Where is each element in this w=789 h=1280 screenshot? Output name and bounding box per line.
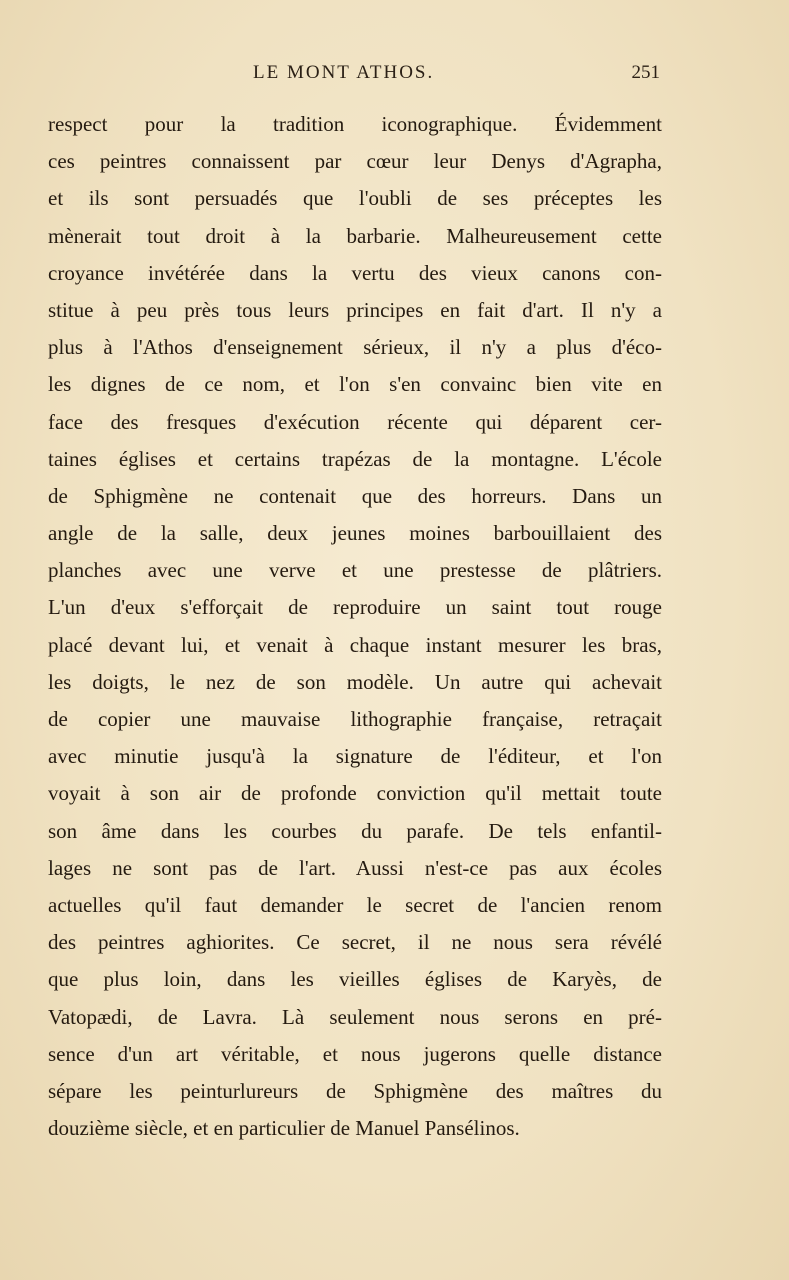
text-line: taines églises et certains trapézas de la montagne. L'école	[48, 446, 662, 471]
page-number: 251	[631, 62, 660, 83]
text-line: actuelles qu'il faut demander le secret de l'ancien renom	[48, 892, 662, 917]
text-line: stitue à peu près tous leurs principes en fait d'art. Il n'y a	[48, 297, 662, 322]
text-line: douzième siècle, et en particulier de Manuel Pansélinos.	[48, 1116, 520, 1141]
text-line: que plus loin, dans les vieilles églises de Karyès, de	[48, 967, 662, 992]
text-line: les dignes de ce nom, et l'on s'en convainc bien vite en	[48, 372, 662, 397]
body-text	[48, 106, 662, 1147]
text-line: de copier une mauvaise lithographie française, retraçait	[48, 707, 662, 731]
text-line: des peintres aghiorites. Ce secret, il ne nous sera révélé	[48, 930, 662, 955]
text-line: mènerait tout droit à la barbarie. Malheureusement cette	[48, 223, 662, 248]
text-line: les doigts, le nez de son modèle. Un autre qui achevait	[48, 669, 662, 694]
text-line: L'un d'eux s'efforçait de reproduire un saint tout rouge	[48, 595, 662, 620]
running-title: LE MONT ATHOS.	[253, 62, 435, 83]
text-line: angle de la salle, deux jeunes moines barbouillaient des	[48, 521, 662, 546]
text-line: sence d'un art véritable, et nous jugerons quelle distance	[48, 1041, 662, 1066]
text-line: lages ne sont pas de l'art. Aussi n'est-ce pas aux écoles	[48, 855, 662, 880]
text-line: face des fresques d'exécution récente qui déparent cer-	[48, 409, 662, 434]
text-line: avec minutie jusqu'à la signature de l'éditeur, et l'on	[48, 744, 662, 769]
text-line: son âme dans les courbes du parafe. De tels enfantil-	[48, 818, 662, 843]
text-line: respect pour la tradition iconographique. Évidemment	[48, 112, 662, 136]
text-line: voyait à son air de profonde conviction qu'il mettait toute	[48, 781, 662, 806]
text-line: croyance invétérée dans la vertu des vieux canons con-	[48, 260, 662, 285]
text-line: Vatopædi, de Lavra. Là seulement nous serons en pré-	[48, 1004, 662, 1029]
text-line: planches avec une verve et une prestesse de plâtriers.	[48, 558, 662, 583]
text-line: et ils sont persuadés que l'oubli de ses préceptes les	[48, 186, 662, 211]
text-line: de Sphigmène ne contenait que des horreurs. Dans un	[48, 483, 662, 508]
text-line: sépare les peinturlureurs de Sphigmène des maîtres du	[48, 1078, 662, 1103]
text-line: plus à l'Athos d'enseignement sérieux, il n'y a plus d'éco-	[48, 335, 662, 360]
text-line: ces peintres connaissent par cœur leur Denys d'Agrapha,	[48, 149, 662, 174]
page-header	[48, 62, 660, 92]
text-line: placé devant lui, et venait à chaque instant mesurer les bras,	[48, 632, 662, 657]
